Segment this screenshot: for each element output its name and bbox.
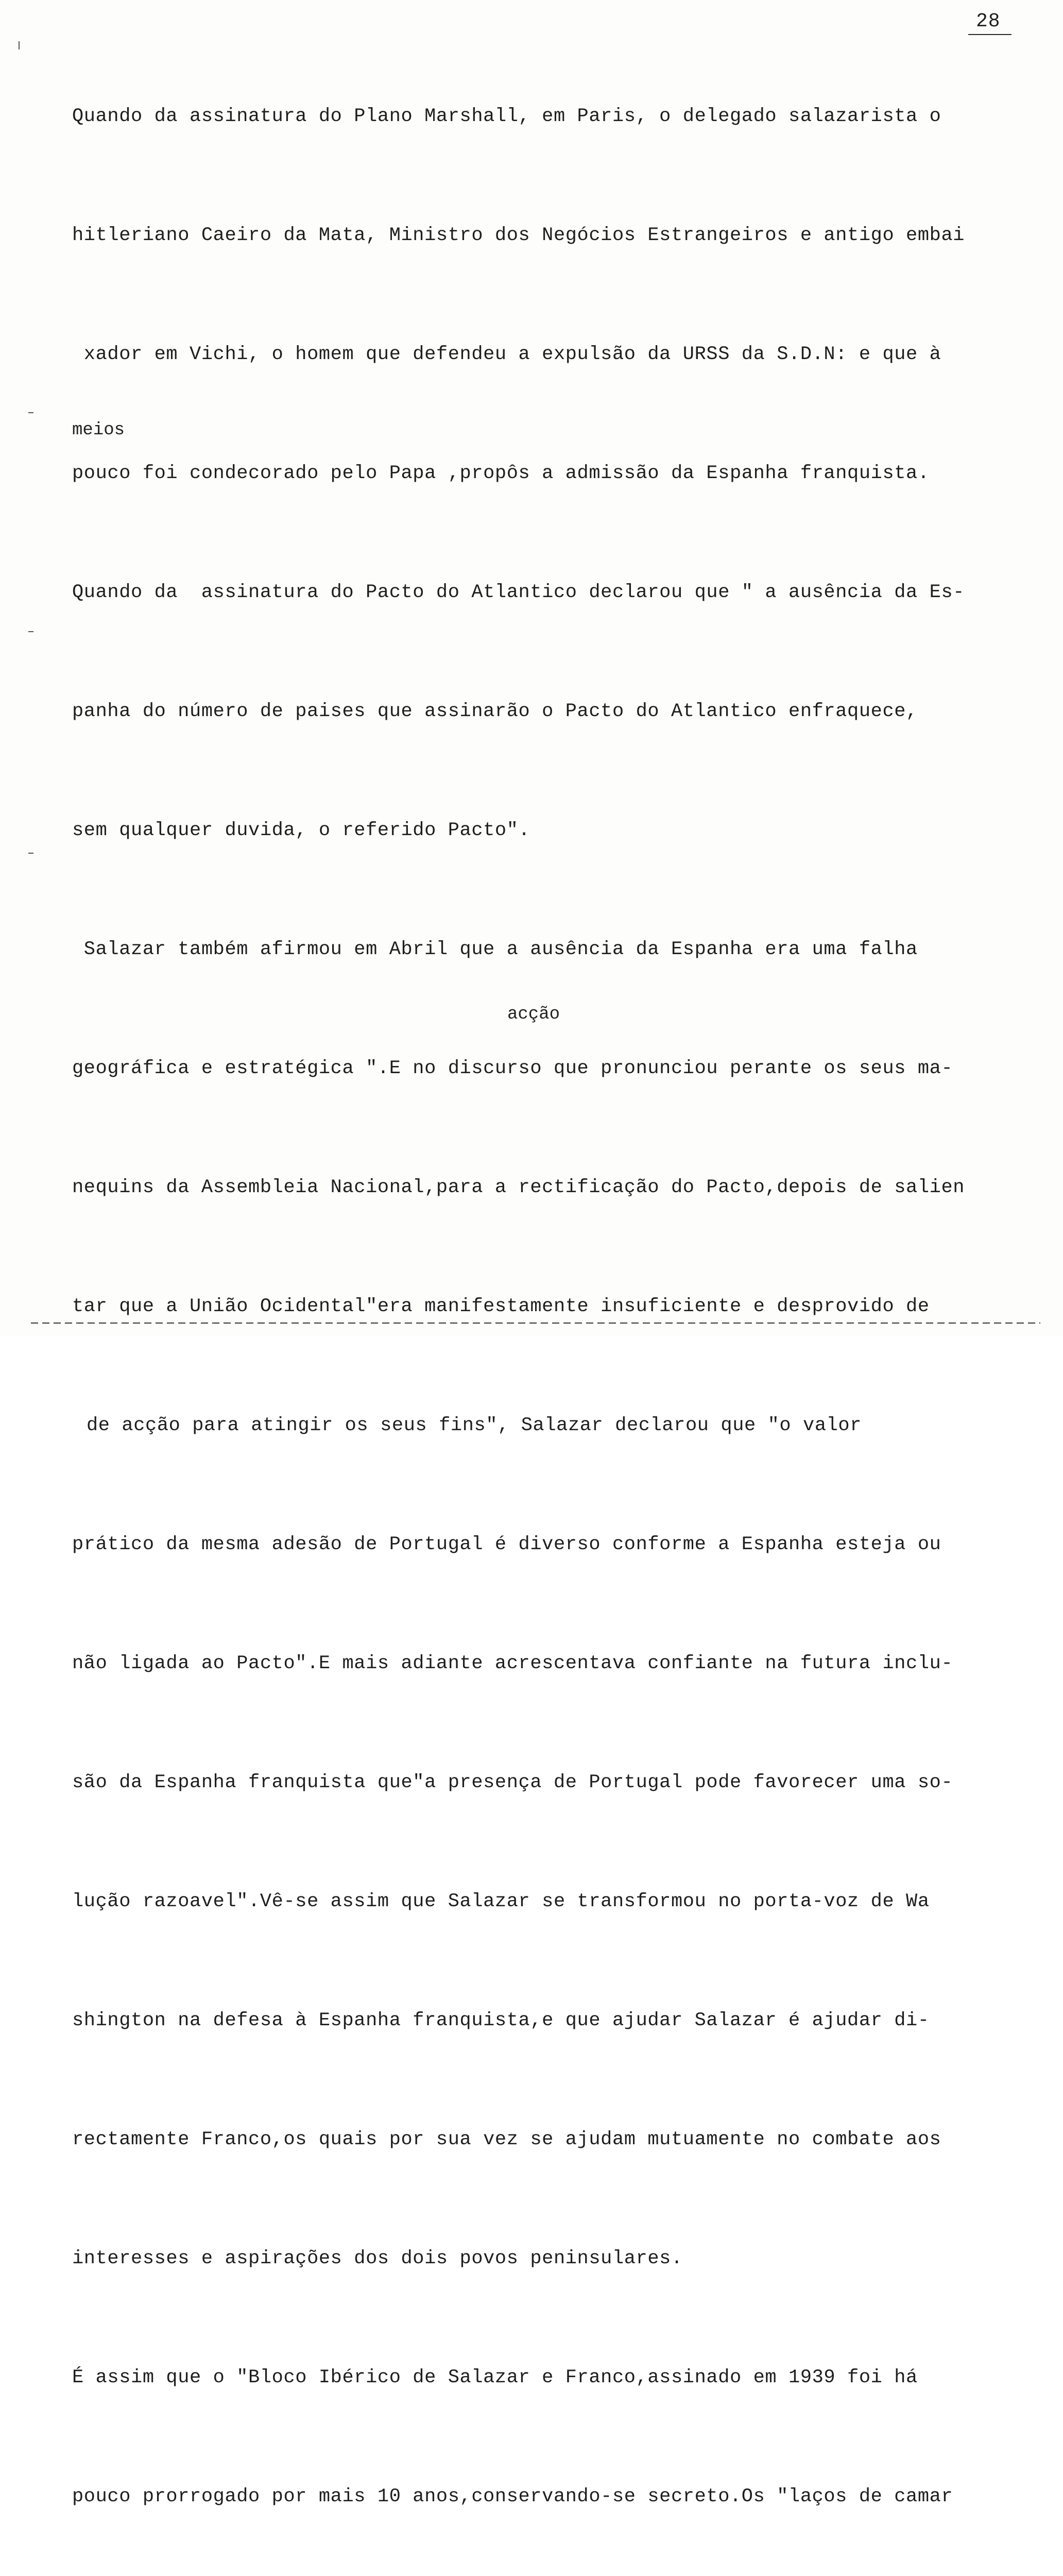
text-line: panha do número de paises que assinarão o Pacto do Atlantico enfraquece, (72, 701, 918, 722)
text-line: É assim que o "Bloco Ibérico de Salazar e Franco,assinado em 1939 foi há (72, 2367, 918, 2388)
text-line: não ligada ao Pacto".E mais adiante acrescentava confiante na futura inclu- (72, 1653, 953, 1674)
text-line: xador em Vichi, o homem que defendeu a expulsão da URSS da S.D.N: e que à (72, 344, 941, 365)
document-body (72, 18, 1015, 2576)
text-line: tar que a União Ocidental"era manifestamente insuficiente e desprovido de (72, 1296, 930, 1317)
insertion-accao: acção (507, 1005, 560, 1024)
page-number: 28 (976, 10, 1001, 32)
margin-mark (28, 412, 33, 413)
text-line: nequins da Assembleia Nacional,para a rectificação do Pacto,depois de salien (72, 1177, 965, 1198)
text-line: geográfica e estratégica ".E no discurso que pronunciou perante os seus ma- (72, 1058, 953, 1079)
text-line: lução razoavel".Vê-se assim que Salazar se transformou no porta-voz de Wa (72, 1891, 930, 1912)
insertion-meios: meios (72, 420, 125, 440)
text-line: pouco foi condecorado pelo Papa ,propôs a admissão da Espanha franquista. (72, 463, 930, 484)
text-line: interesses e aspirações dos dois povos peninsulares. (72, 2248, 683, 2269)
margin-mark (28, 631, 33, 632)
bottom-rule (31, 1323, 1040, 1324)
text-line: prático da mesma adesão de Portugal é diverso conforme a Espanha esteja ou (72, 1534, 941, 1555)
text-line: Quando da assinatura do Plano Marshall, em Paris, o delegado salazarista o (72, 106, 941, 127)
margin-mark (28, 853, 33, 854)
text-line: hitleriano Caeiro da Mata, Ministro dos Negócios Estrangeiros e antigo embai (72, 225, 965, 246)
text-line: rectamente Franco,os quais por sua vez se ajudam mutuamente no combate aos (72, 2129, 941, 2150)
text-line: pouco prorrogado por mais 10 anos,conservando-se secreto.Os "laços de camar (72, 2486, 953, 2507)
text-line: Salazar também afirmou em Abril que a ausência da Espanha era uma falha (72, 939, 918, 960)
margin-mark (19, 41, 20, 49)
text-line: de acção para atingir os seus fins", Salazar declarou que "o valor (87, 1415, 862, 1436)
text-line: Quando da assinatura do Pacto do Atlantico declarou que " a ausência da Es- (72, 582, 965, 603)
text-line: shington na defesa à Espanha franquista,e que ajudar Salazar é ajudar di- (72, 2010, 930, 2031)
text-line: são da Espanha franquista que"a presença de Portugal pode favorecer uma so- (72, 1772, 953, 1793)
text-line: sem qualquer duvida, o referido Pacto". (72, 820, 530, 841)
